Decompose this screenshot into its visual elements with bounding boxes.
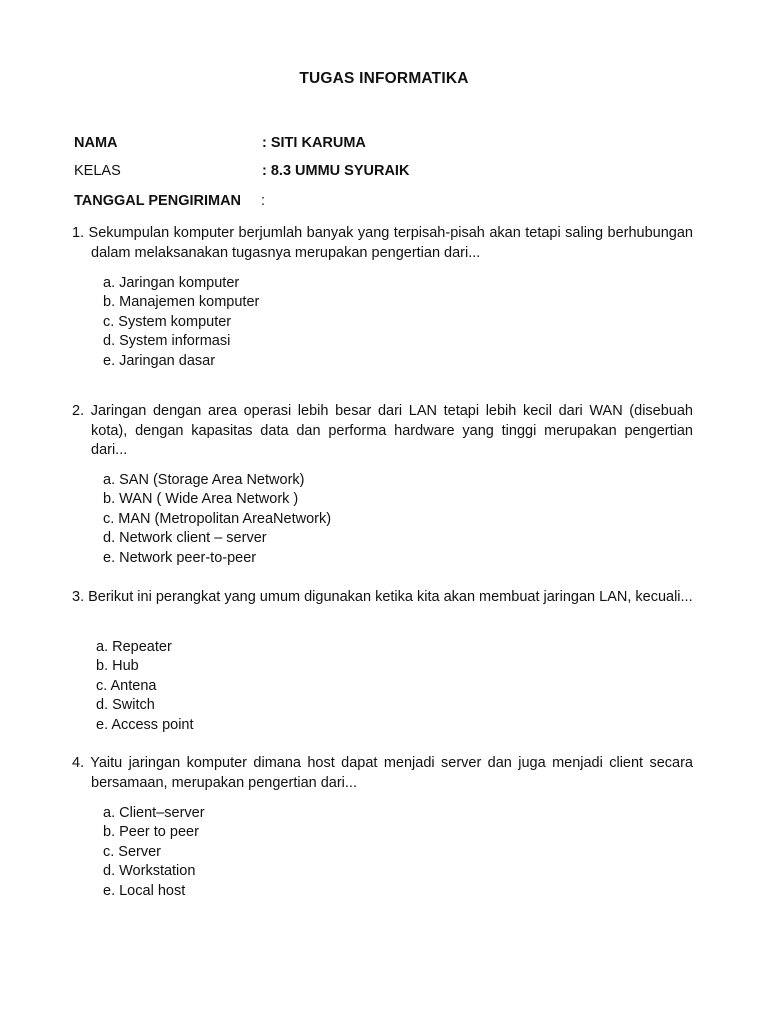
option: b. Hub — [96, 658, 139, 675]
option: a. Repeater — [96, 639, 172, 655]
question-3-options — [96, 638, 194, 735]
option: c. Antena — [96, 677, 157, 694]
question-4 — [72, 754, 693, 793]
option: b. WAN ( Wide Area Network ) — [103, 491, 299, 508]
question-text: 1. Sekumpulan komputer berjumlah banyak yang terpisah-pisah akan tetapi saling berhubungan dalam melaksanakan tugasnya merupakan pengertian dari... — [72, 225, 693, 261]
option: a. Client–server — [103, 805, 205, 821]
option: e. Local host — [103, 882, 186, 899]
question-4-options — [103, 804, 205, 901]
question-3 — [72, 588, 693, 608]
option: a. Jaringan komputer — [103, 275, 240, 291]
nama-label: NAMA — [74, 135, 118, 151]
kelas-value: : 8.3 UMMU SYURAIK — [262, 163, 410, 179]
option: c. Server — [103, 843, 162, 860]
document-title: TUGAS INFORMATIKA — [299, 70, 469, 87]
option: e. Jaringan dasar — [103, 352, 216, 369]
question-1-options — [103, 274, 259, 371]
question-2 — [72, 402, 693, 461]
tanggal-value: : — [261, 193, 266, 209]
option: b. Peer to peer — [103, 824, 199, 841]
option: a. SAN (Storage Area Network) — [103, 472, 305, 488]
option: d. Network client – server — [103, 530, 267, 547]
option: d. System informasi — [103, 333, 231, 350]
question-text: 2. Jaringan dengan area operasi lebih besar dari LAN tetapi lebih kecil dari WAN (disebuah kota), dengan kapasitas data dan performa hardware yang tinggi merupakan pengertian dari... — [72, 403, 693, 458]
option: d. Switch — [96, 697, 155, 714]
option: e. Access point — [96, 716, 194, 733]
nama-value: : SITI KARUMA — [262, 135, 366, 151]
option: c. MAN (Metropolitan AreaNetwork) — [103, 510, 332, 527]
question-2-options — [103, 471, 331, 568]
question-text: 3. Berikut ini perangkat yang umum digunakan ketika kita akan membuat jaringan LAN, kecuali... — [72, 589, 693, 605]
question-1 — [72, 224, 693, 263]
tanggal-label: TANGGAL PENGIRIMAN — [74, 193, 242, 209]
question-text: 4. Yaitu jaringan komputer dimana host dapat menjadi server dan juga menjadi client secara bersamaan, merupakan pengertian dari... — [72, 755, 693, 791]
kelas-label: KELAS — [74, 163, 121, 179]
option: b. Manajemen komputer — [103, 294, 260, 311]
option: e. Network peer-to-peer — [103, 549, 257, 566]
option: d. Workstation — [103, 863, 196, 880]
option: c. System komputer — [103, 313, 232, 330]
